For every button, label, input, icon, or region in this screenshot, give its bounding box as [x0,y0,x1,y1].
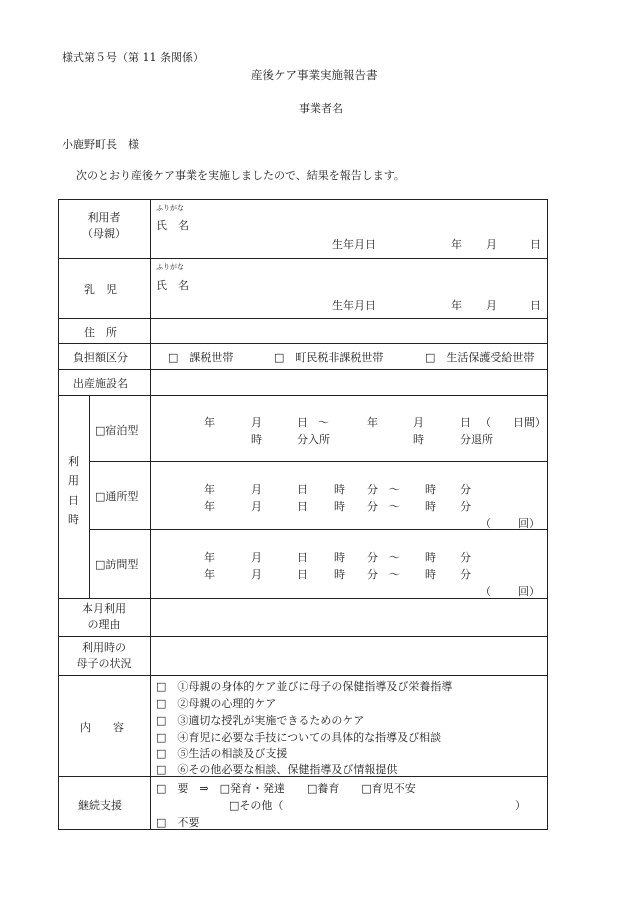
infant-label: 乳 児 [84,283,117,296]
facility-label: 出産施設名 [73,377,128,390]
address-label: 住 所 [84,326,117,339]
visit-type-checkbox[interactable]: □訪問型 [95,558,139,571]
content-item[interactable]: □ ①母親の身体的ケア並びに母子の保健指導及び栄養指導 [156,680,453,693]
page-title: 産後ケア事業実施報告書 [251,68,378,82]
intro-text: 次のとおり産後ケア事業を実施しましたので、結果を報告します。 [76,169,405,182]
support-other-option[interactable]: □その他（ [229,799,284,812]
stay-type-checkbox[interactable]: □宿泊型 [95,424,139,437]
infant-name-label: 氏 名 [156,279,189,292]
admission-label: 分入所 [297,433,330,446]
mother-birth-label: 生年月日 [332,238,376,251]
burden-option-taxed[interactable]: □ 課税世帯 [168,351,234,364]
user-label: 利用者 （母親） [82,211,126,240]
mother-name-label: 氏 名 [156,219,189,232]
usage-datetime-label: 利 用 日 時 [68,455,79,526]
burden-option-welfare[interactable]: □ 生活保護受給世帯 [425,351,535,364]
day-type-checkbox[interactable]: □通所型 [95,490,139,503]
infant-birth-label: 生年月日 [332,299,376,312]
content-item[interactable]: □ ⑥その他必要な相談、保健指導及び情報提供 [156,763,398,776]
stay-days-label: 日間） [513,416,546,429]
burden-label: 負担額区分 [73,351,128,364]
content-label: 内 容 [80,721,124,734]
content-item[interactable]: □ ②母親の心理的ケア [156,697,277,710]
support-not-needed-option[interactable]: □ 不要 [156,816,200,829]
addressee: 小鹿野町長 様 [62,138,139,151]
visit-type-times: 回） [518,585,540,598]
reason-label: 本月利用 の理由 [82,602,126,631]
mother-furigana: ふりがな [156,204,184,212]
support-need-option[interactable]: □ 要 ⇒ □発育・発達 □養育 □育児不安 [156,782,416,795]
support-label: 継続支援 [78,799,122,812]
form-number: 様式第５号（第 11 条関係） [62,51,204,64]
burden-option-exempt[interactable]: □ 町民税非課税世帯 [274,351,384,364]
operator-label: 事業者名 [299,102,343,115]
status-label: 利用時の 母子の状況 [76,641,132,670]
content-item[interactable]: □ ③適切な授乳が実施できるためのケア [156,714,365,727]
infant-furigana: ふりがな [156,263,184,271]
day-type-times: 回） [518,517,540,530]
content-item[interactable]: □ ⑤生活の相談及び支援 [156,747,288,760]
content-item[interactable]: □ ④育児に必要な手技についての具体的な指導及び相談 [156,731,442,744]
discharge-label: 分退所 [460,433,493,446]
